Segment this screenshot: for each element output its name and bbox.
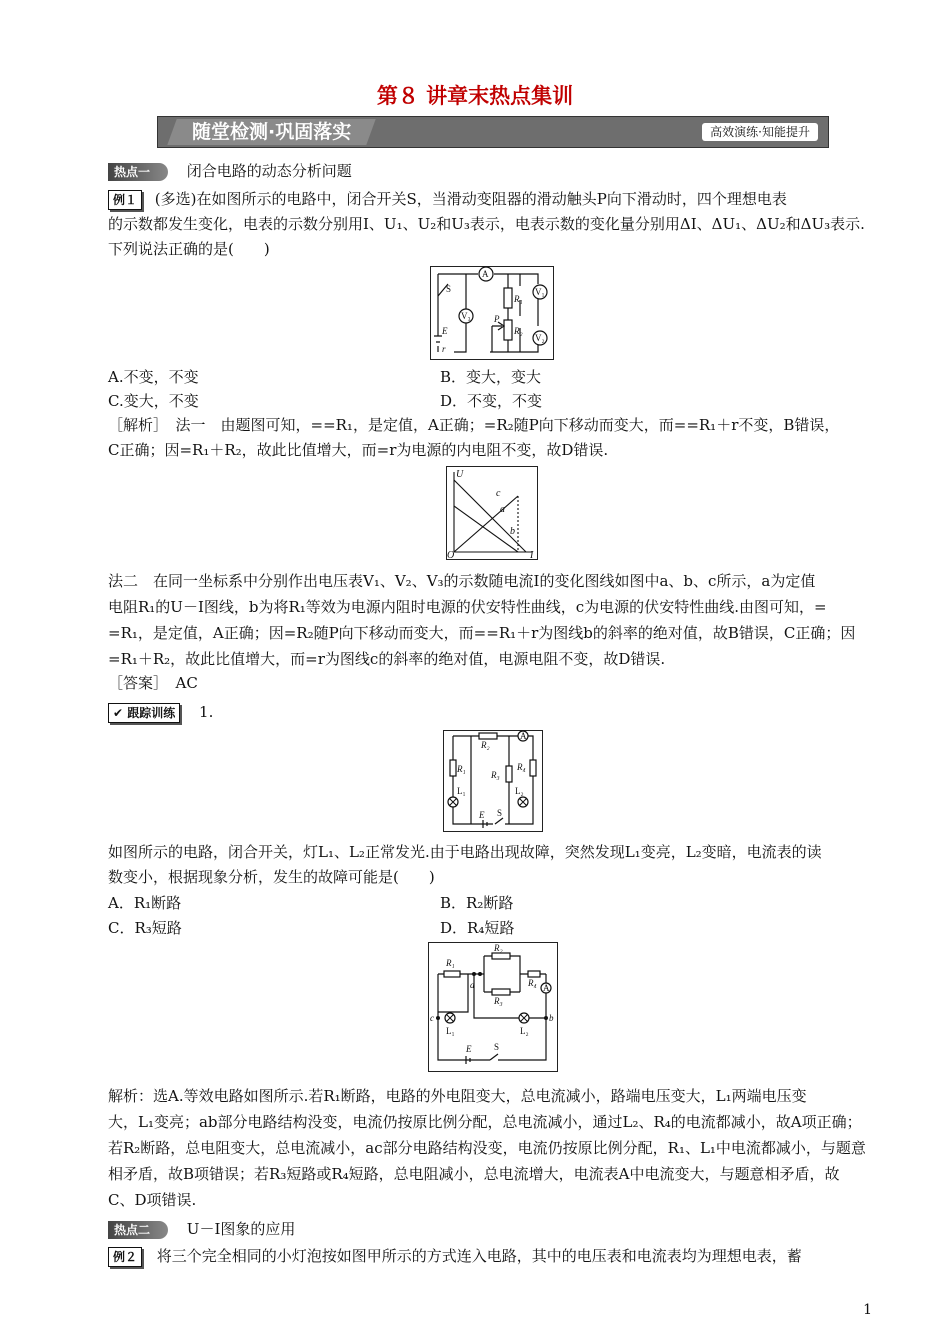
fig4-label-L1: L₁ — [446, 1026, 455, 1036]
fig4-label-S: S — [494, 1042, 500, 1052]
q1-solution-5: C、D项错误. — [108, 1191, 197, 1209]
fig4-label-R1: R₁ — [446, 958, 455, 968]
q1-solution-2: 大，L₁变亮；ab部分电路结构没变，电流仍按原比例分配，总电流减小，通过L₂、R₄的电流都减小，故A项正确； — [108, 1113, 862, 1131]
fig1-label-V1: V₁ — [535, 287, 545, 297]
ex1-option-D: D．不变，不变 — [440, 392, 543, 410]
q1-line-2: 数变小，根据现象分析，发生的故障可能是( ) — [108, 868, 435, 886]
ex1-tag: 例１ — [108, 190, 142, 210]
fig4-label-E: E — [466, 1044, 472, 1054]
fig3-label-R1: R₁ — [457, 764, 466, 774]
track-heading — [108, 701, 880, 723]
ex1-answer: ［答案］ AC — [108, 674, 198, 692]
ex1-analysis-1: ［解析］ 法一 由题图可知，==R₁，是定值，A正确；=R₂随P向下移动而变大，而==R₁＋r不变，B错误， — [108, 416, 840, 434]
ex2-line-1 — [108, 1245, 880, 1267]
q1-solution-4: 相矛盾，故B项错误；若R₃短路或R₄短路，总电阻减小，总电流增大，电流表A中电流变大，与题意相矛盾，故 — [108, 1165, 840, 1183]
fig4-label-R4: R₄ — [528, 978, 537, 988]
banner-left — [167, 119, 376, 145]
hot1-text: 闭合电路的动态分析问题 — [186, 162, 352, 180]
fig4-label-L2: L₂ — [520, 1026, 529, 1036]
ex1-text-0: (多选)在如图所示的电路中，闭合开关S，当滑动变阻器的滑动触头P向下滑动时，四个理想电表 — [154, 190, 787, 208]
fig4-label-R2: R₂ — [494, 943, 503, 953]
banner-right: 高效演练·知能提升 — [702, 123, 818, 141]
hot2-text: U－I图象的应用 — [186, 1220, 296, 1238]
ex1-line-2: 的示数都发生变化，电表的示数分别用I、U₁、U₂和U₃表示，电表示数的变化量分别用ΔI、ΔU₁、ΔU₂和ΔU₃表示. — [108, 215, 865, 233]
fig3-label-A: A — [520, 731, 527, 741]
fig4-label-R3: R₃ — [494, 996, 503, 1006]
fig4-label-A: A — [543, 983, 550, 993]
section-banner — [157, 116, 829, 148]
fig2-label-b: b — [510, 526, 515, 537]
q1-option-C: C．R₃短路 — [108, 919, 182, 937]
ex1-option-B: B．变大，变大 — [440, 368, 542, 386]
q1-option-D: D．R₄短路 — [440, 919, 515, 937]
fig1-label-V2: V₂ — [535, 333, 545, 343]
hot1-heading — [108, 160, 880, 182]
fig1-label-R1: R₁ — [514, 294, 523, 304]
fig3-label-R2: R₂ — [481, 740, 490, 750]
fig3-label-L2: L₂ — [515, 786, 524, 796]
page-number: 1 — [863, 1302, 872, 1318]
fig3-label-R3: R₃ — [491, 770, 500, 780]
fig3-label-L1: L₁ — [457, 786, 466, 796]
track-tag-text: 跟踪训练 — [127, 706, 176, 720]
fig2-label-I: I — [530, 550, 534, 560]
q1-solution-1: 解析：选A.等效电路如图所示.若R₁断路，电路的外电阻变大，总电流减小，路端电压变大，L₁两端电压变 — [108, 1087, 807, 1105]
ex1-method2-3: =R₁，是定值，A正确；因=R₂随P向下移动而变大，而==R₁＋r为图线b的斜率的绝对值，故B错误，C正确；因 — [108, 624, 856, 642]
ex1-option-A: A.不变，不变 — [108, 368, 199, 386]
hot1-tag: 热点一 — [108, 163, 168, 181]
fig1-label-P: P — [494, 314, 500, 324]
ex2-tag: 例２ — [108, 1247, 142, 1267]
fig2-label-a: a — [500, 504, 505, 515]
fig1-label-r: r — [442, 344, 446, 354]
equivalent-circuit-figure — [428, 942, 558, 1072]
fig3-label-R4: R₄ — [517, 762, 526, 772]
fig3-label-S: S — [497, 808, 503, 818]
ex2-text: 将三个完全相同的小灯泡按如图甲所示的方式连入电路，其中的电压表和电流表均为理想电表，蓄 — [156, 1247, 802, 1265]
ex1-method2-2: 电阻R₁的U－I图线，b为将R₁等效为电源内阻时电源的伏安特性曲线，c为电源的伏安特性曲线.由图可知，= — [108, 598, 827, 616]
circuit-figure-1 — [430, 266, 554, 360]
check-icon: ✔ — [113, 706, 124, 720]
q1-option-A: A．R₁断路 — [108, 894, 182, 912]
q1-solution-3: 若R₂断路，总电阻变大，总电流减小，ac部分电路结构没变，电流仍按原比例分配，R₁、L₁中电流都减小，与题意 — [108, 1139, 866, 1157]
q1-option-B: B．R₂断路 — [440, 894, 514, 912]
fig1-label-R2: R₂ — [514, 326, 523, 336]
ex1-method2-1: 法二 在同一坐标系中分别作出电压表V₁、V₂、V₃的示数随电流I的变化图线如图中a、b、c所示，a为定值 — [108, 572, 816, 590]
banner-left-text: 随堂检测·巩固落实 — [192, 121, 352, 143]
ex1-option-C: C.变大，不变 — [108, 392, 199, 410]
fig2-label-c: c — [496, 488, 501, 499]
fig1-label-A: A — [482, 269, 489, 279]
fig3-label-E: E — [479, 810, 485, 820]
fig4-label-b: b — [549, 1013, 554, 1023]
fig4-label-a: a — [470, 980, 475, 990]
ex1-line-3: 下列说法正确的是( ) — [108, 240, 270, 258]
ui-graph-figure — [446, 466, 538, 560]
q1-line-1: 如图所示的电路，闭合开关，灯L₁、L₂正常发光.由于电路出现故障，突然发现L₁变亮，L₂变暗，电流表的读 — [108, 843, 822, 861]
fig1-label-E: E — [442, 326, 448, 336]
fig2-label-O: O — [447, 550, 455, 560]
ex1-line-1 — [108, 188, 880, 210]
fig4-label-c: c — [430, 1013, 434, 1023]
fig1-label-V3: V₃ — [461, 311, 471, 321]
track-num: 1. — [199, 703, 214, 721]
hot2-heading — [108, 1218, 880, 1240]
ex1-method2-4: =R₁＋R₂，故此比值增大，而=r为图线c的斜率的绝对值，电源电阻不变，故D错误. — [108, 650, 666, 668]
hot2-tag: 热点二 — [108, 1221, 168, 1239]
track-tag — [108, 703, 180, 723]
fig2-label-U: U — [456, 469, 464, 480]
circuit-figure-3 — [443, 730, 543, 832]
fig1-label-S: S — [446, 284, 452, 294]
ex1-analysis-2: C正确；因=R₁＋R₂，故此比值增大，而=r为电源的内电阻不变，故D错误. — [108, 441, 609, 459]
page-title: 第８ 讲章末热点集训 — [376, 84, 574, 108]
